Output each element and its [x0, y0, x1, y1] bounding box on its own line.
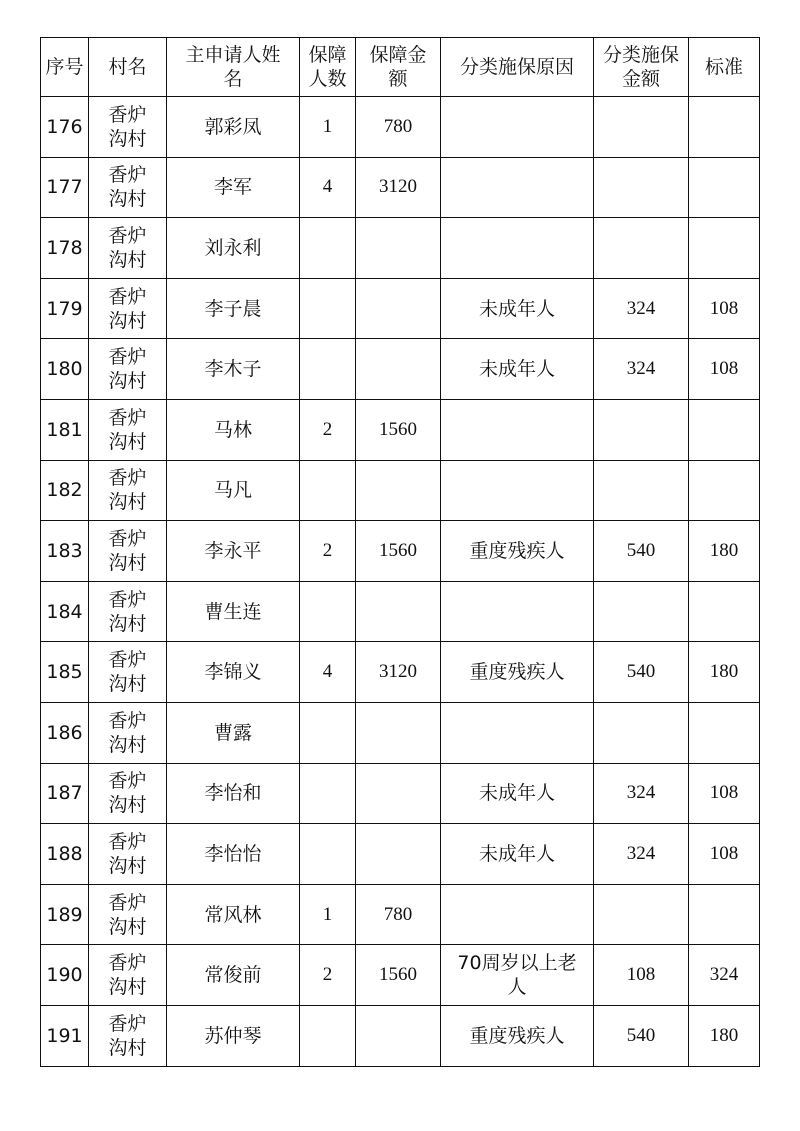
cell-standard: [689, 399, 760, 460]
cell-seq: 183: [41, 521, 89, 582]
cell-seq: 188: [41, 824, 89, 885]
cell-standard: [689, 884, 760, 945]
cell-seq: 177: [41, 157, 89, 218]
cell-applicant-name: 李怡和: [167, 763, 300, 824]
cell-class-amount: [594, 399, 689, 460]
cell-applicant-name: 郭彩凤: [167, 97, 300, 158]
table-row: [41, 399, 760, 460]
cell-standard: [689, 157, 760, 218]
cell-reason: [441, 460, 594, 521]
table-row: [41, 97, 760, 158]
table-row: [41, 218, 760, 279]
cell-applicant-name: 李木子: [167, 339, 300, 400]
table-row: [41, 642, 760, 703]
cell-applicant-name: 李军: [167, 157, 300, 218]
cell-seq: 190: [41, 945, 89, 1006]
cell-applicant-name: 李锦义: [167, 642, 300, 703]
cell-seq: 184: [41, 581, 89, 642]
cell-village: 香炉沟村: [89, 763, 167, 824]
cell-count: [300, 763, 356, 824]
cell-amount: 1560: [356, 521, 441, 582]
cell-applicant-name: 曹生连: [167, 581, 300, 642]
cell-applicant-name: 常风林: [167, 884, 300, 945]
cell-village: 香炉沟村: [89, 399, 167, 460]
cell-count: 4: [300, 157, 356, 218]
cell-applicant-name: 曹露: [167, 702, 300, 763]
cell-class-amount: 324: [594, 339, 689, 400]
cell-standard: 108: [689, 278, 760, 339]
cell-class-amount: 540: [594, 521, 689, 582]
cell-seq: 186: [41, 702, 89, 763]
cell-class-amount: 324: [594, 763, 689, 824]
table-row: [41, 460, 760, 521]
table-row: [41, 702, 760, 763]
cell-village: 香炉沟村: [89, 581, 167, 642]
cell-amount: [356, 460, 441, 521]
benefit-table-sheet: [40, 37, 760, 1067]
cell-village: 香炉沟村: [89, 1005, 167, 1066]
header-applicant: 主申请人姓名: [167, 38, 300, 97]
table-row: [41, 157, 760, 218]
cell-amount: 780: [356, 884, 441, 945]
cell-applicant-name: 李子晨: [167, 278, 300, 339]
cell-reason: [441, 702, 594, 763]
cell-reason: [441, 399, 594, 460]
cell-seq: 181: [41, 399, 89, 460]
cell-class-amount: [594, 218, 689, 279]
cell-seq: 182: [41, 460, 89, 521]
cell-class-amount: [594, 97, 689, 158]
cell-amount: 780: [356, 97, 441, 158]
cell-class-amount: [594, 157, 689, 218]
cell-village: 香炉沟村: [89, 521, 167, 582]
cell-amount: 3120: [356, 157, 441, 218]
cell-count: [300, 339, 356, 400]
cell-village: 香炉沟村: [89, 218, 167, 279]
cell-standard: 108: [689, 763, 760, 824]
cell-reason: 未成年人: [441, 339, 594, 400]
cell-class-amount: 540: [594, 1005, 689, 1066]
cell-count: [300, 218, 356, 279]
cell-applicant-name: 李怡怡: [167, 824, 300, 885]
cell-seq: 176: [41, 97, 89, 158]
cell-class-amount: [594, 460, 689, 521]
cell-reason: 重度残疾人: [441, 521, 594, 582]
cell-amount: 1560: [356, 399, 441, 460]
cell-reason: [441, 97, 594, 158]
header-seq: 序号: [41, 38, 89, 97]
cell-count: [300, 824, 356, 885]
cell-village: 香炉沟村: [89, 278, 167, 339]
cell-amount: [356, 1005, 441, 1066]
cell-standard: [689, 218, 760, 279]
header-reason: 分类施保原因: [441, 38, 594, 97]
cell-seq: 179: [41, 278, 89, 339]
table-row: [41, 884, 760, 945]
cell-standard: 180: [689, 642, 760, 703]
table-row: [41, 1005, 760, 1066]
cell-count: 1: [300, 97, 356, 158]
cell-class-amount: [594, 884, 689, 945]
header-count: 保障人数: [300, 38, 356, 97]
cell-seq: 180: [41, 339, 89, 400]
cell-applicant-name: 马凡: [167, 460, 300, 521]
cell-standard: [689, 460, 760, 521]
cell-standard: 108: [689, 824, 760, 885]
cell-class-amount: 108: [594, 945, 689, 1006]
cell-standard: 180: [689, 521, 760, 582]
cell-reason: [441, 581, 594, 642]
table-header-row: [41, 38, 760, 97]
cell-amount: 3120: [356, 642, 441, 703]
cell-seq: 185: [41, 642, 89, 703]
cell-class-amount: 324: [594, 824, 689, 885]
cell-village: 香炉沟村: [89, 157, 167, 218]
cell-class-amount: 324: [594, 278, 689, 339]
cell-amount: [356, 824, 441, 885]
cell-standard: [689, 702, 760, 763]
cell-reason: 未成年人: [441, 763, 594, 824]
table-row: [41, 339, 760, 400]
cell-amount: [356, 218, 441, 279]
header-standard: 标准: [689, 38, 760, 97]
table-row: [41, 278, 760, 339]
cell-reason: [441, 884, 594, 945]
cell-count: 2: [300, 399, 356, 460]
cell-standard: 108: [689, 339, 760, 400]
header-class-amount: 分类施保金额: [594, 38, 689, 97]
cell-reason: [441, 218, 594, 279]
cell-count: [300, 460, 356, 521]
cell-village: 香炉沟村: [89, 702, 167, 763]
cell-count: [300, 581, 356, 642]
cell-count: 2: [300, 521, 356, 582]
cell-count: [300, 702, 356, 763]
header-amount: 保障金额: [356, 38, 441, 97]
cell-reason: 重度残疾人: [441, 1005, 594, 1066]
cell-class-amount: 540: [594, 642, 689, 703]
table-row: [41, 521, 760, 582]
cell-count: 4: [300, 642, 356, 703]
cell-amount: [356, 581, 441, 642]
cell-count: [300, 278, 356, 339]
cell-reason: 70周岁以上老人: [441, 945, 594, 1006]
cell-village: 香炉沟村: [89, 339, 167, 400]
cell-seq: 191: [41, 1005, 89, 1066]
cell-amount: [356, 339, 441, 400]
cell-village: 香炉沟村: [89, 460, 167, 521]
cell-reason: 重度残疾人: [441, 642, 594, 703]
cell-standard: 180: [689, 1005, 760, 1066]
cell-count: [300, 1005, 356, 1066]
table-row: [41, 581, 760, 642]
table-row: [41, 763, 760, 824]
header-village: 村名: [89, 38, 167, 97]
cell-reason: [441, 157, 594, 218]
table-body: [41, 97, 760, 1067]
cell-village: 香炉沟村: [89, 97, 167, 158]
cell-seq: 178: [41, 218, 89, 279]
cell-applicant-name: 常俊前: [167, 945, 300, 1006]
cell-class-amount: [594, 581, 689, 642]
cell-village: 香炉沟村: [89, 945, 167, 1006]
cell-applicant-name: 刘永利: [167, 218, 300, 279]
cell-reason: 未成年人: [441, 278, 594, 339]
cell-amount: [356, 702, 441, 763]
table-row: [41, 945, 760, 1006]
cell-amount: [356, 278, 441, 339]
cell-village: 香炉沟村: [89, 824, 167, 885]
cell-amount: 1560: [356, 945, 441, 1006]
cell-standard: [689, 581, 760, 642]
cell-count: 1: [300, 884, 356, 945]
cell-count: 2: [300, 945, 356, 1006]
cell-applicant-name: 苏仲琴: [167, 1005, 300, 1066]
cell-village: 香炉沟村: [89, 884, 167, 945]
cell-seq: 189: [41, 884, 89, 945]
cell-applicant-name: 马林: [167, 399, 300, 460]
cell-standard: 324: [689, 945, 760, 1006]
cell-applicant-name: 李永平: [167, 521, 300, 582]
table-row: [41, 824, 760, 885]
cell-reason: 未成年人: [441, 824, 594, 885]
benefit-table: [40, 37, 760, 1067]
cell-class-amount: [594, 702, 689, 763]
cell-seq: 187: [41, 763, 89, 824]
cell-amount: [356, 763, 441, 824]
cell-village: 香炉沟村: [89, 642, 167, 703]
cell-standard: [689, 97, 760, 158]
